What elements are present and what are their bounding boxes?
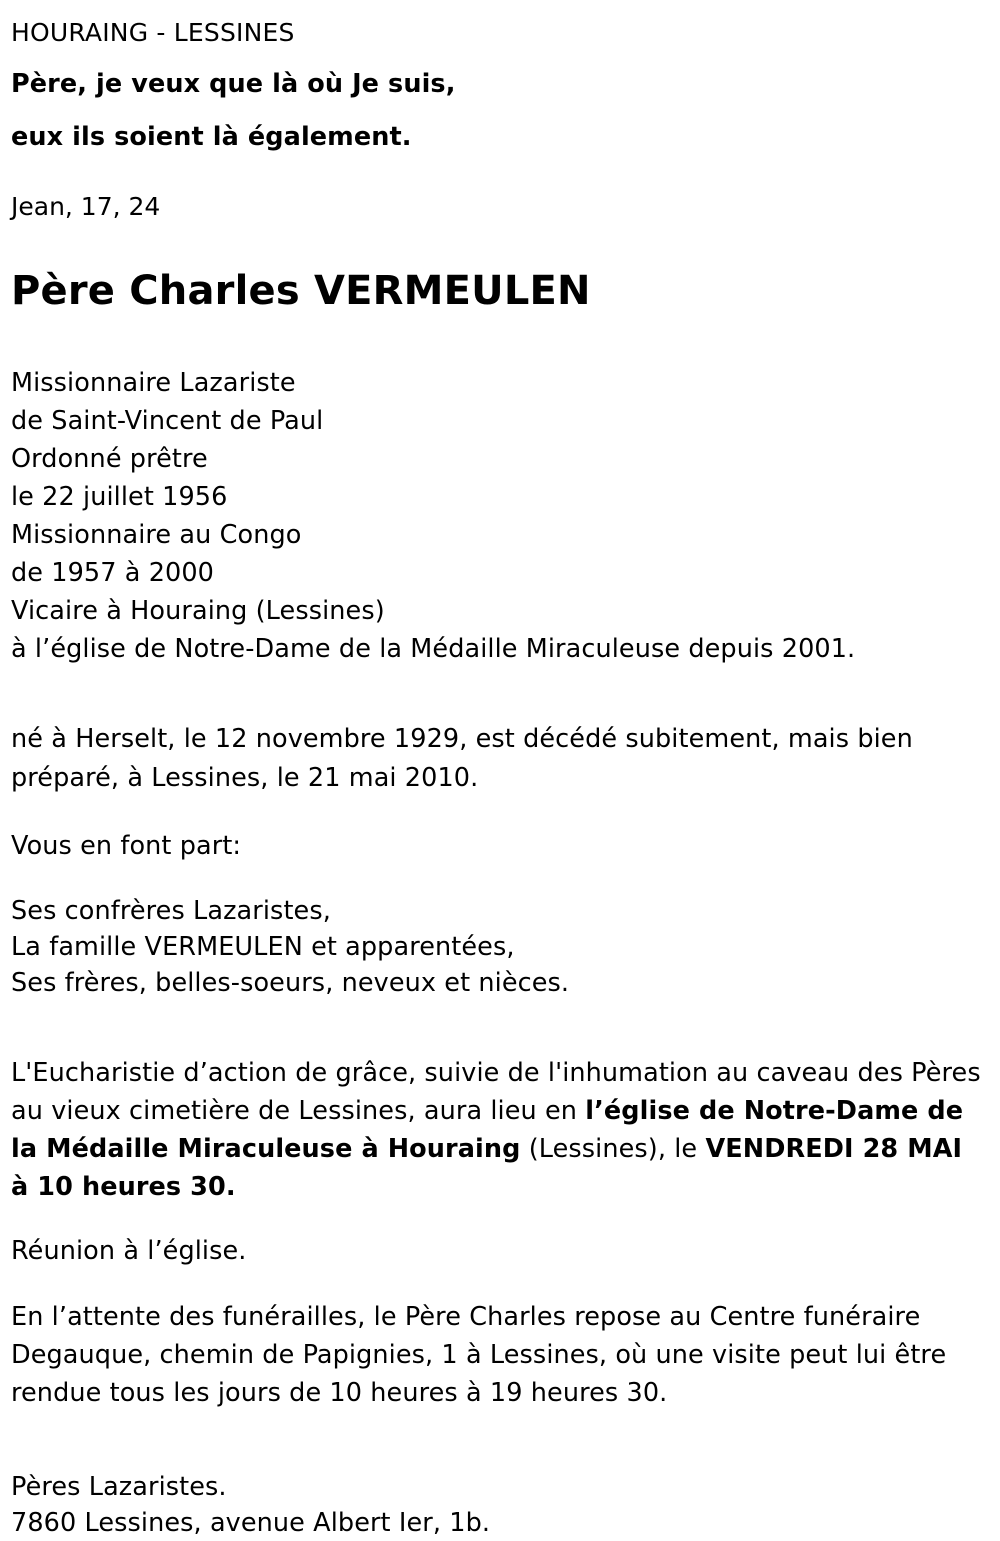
- gathering-block: [11, 1232, 988, 1270]
- gathering-line: Réunion à l’église.: [11, 1236, 247, 1266]
- quote-line-2: eux ils soient là également.: [11, 122, 412, 152]
- biography-line: à l’église de Notre-Dame de la Médaille Miraculeuse depuis 2001.: [11, 634, 856, 664]
- scripture-reference: Jean, 17, 24: [11, 192, 161, 221]
- deceased-name: Père Charles VERMEULEN: [11, 268, 591, 314]
- signature-block: [11, 1469, 988, 1541]
- death-notice-line: préparé, à Lessines, le 21 mai 2010.: [11, 763, 479, 793]
- ceremony-block: [11, 1054, 988, 1206]
- biography-line: de 1957 à 2000: [11, 558, 215, 588]
- locality-header: HOURAING - LESSINES: [11, 18, 295, 47]
- family-line: Ses confrères Lazaristes,: [11, 896, 331, 926]
- announcement-intro-block: [11, 827, 988, 865]
- ceremony-text-part2: (Lessines), le: [520, 1134, 706, 1164]
- family-line: Ses frères, belles-soeurs, neveux et nièces.: [11, 968, 570, 998]
- family-line: La famille VERMEULEN et apparentées,: [11, 932, 515, 962]
- biography-line: Ordonné prêtre: [11, 444, 208, 474]
- biography-line: Missionnaire au Congo: [11, 520, 302, 550]
- ceremony-paragraph: [11, 1054, 988, 1206]
- biography-line: le 22 juillet 1956: [11, 482, 228, 512]
- quote-line-1: Père, je veux que là où Je suis,: [11, 69, 456, 99]
- repose-line: En l’attente des funérailles, le Père Charles repose au Centre funéraire: [11, 1302, 921, 1332]
- scripture-quote: [11, 58, 988, 164]
- biography-line: Missionnaire Lazariste: [11, 368, 296, 398]
- signature-line: 7860 Lessines, avenue Albert Ier, 1b.: [11, 1508, 491, 1538]
- ceremony-datetime-bold: VENDREDI 28 MAI à 10 heures 30.: [11, 1134, 972, 1202]
- signature-line: Pères Lazaristes.: [11, 1472, 227, 1502]
- biography-line: de Saint-Vincent de Paul: [11, 406, 324, 436]
- ceremony-church-bold: l’église de Notre-Dame de la Médaille Miraculeuse à Houraing: [11, 1096, 973, 1164]
- announcement-intro: Vous en font part:: [11, 831, 242, 861]
- death-notice-line: né à Herselt, le 12 novembre 1929, est décédé subitement, mais bien: [11, 724, 913, 754]
- family-block: [11, 893, 988, 1001]
- biography-line: Vicaire à Houraing (Lessines): [11, 596, 385, 626]
- repose-line: Degauque, chemin de Papignies, 1 à Lessines, où une visite peut lui être: [11, 1340, 947, 1370]
- biography-block: [11, 364, 988, 668]
- repose-block: [11, 1298, 988, 1412]
- ceremony-text-part1: L'Eucharistie d’action de grâce, suivie de l'inhumation au caveau des Pères au vieux cimetière de Lessines, aura lieu en: [11, 1058, 989, 1126]
- death-notice-block: [11, 720, 988, 798]
- repose-line: rendue tous les jours de 10 heures à 19 heures 30.: [11, 1378, 668, 1408]
